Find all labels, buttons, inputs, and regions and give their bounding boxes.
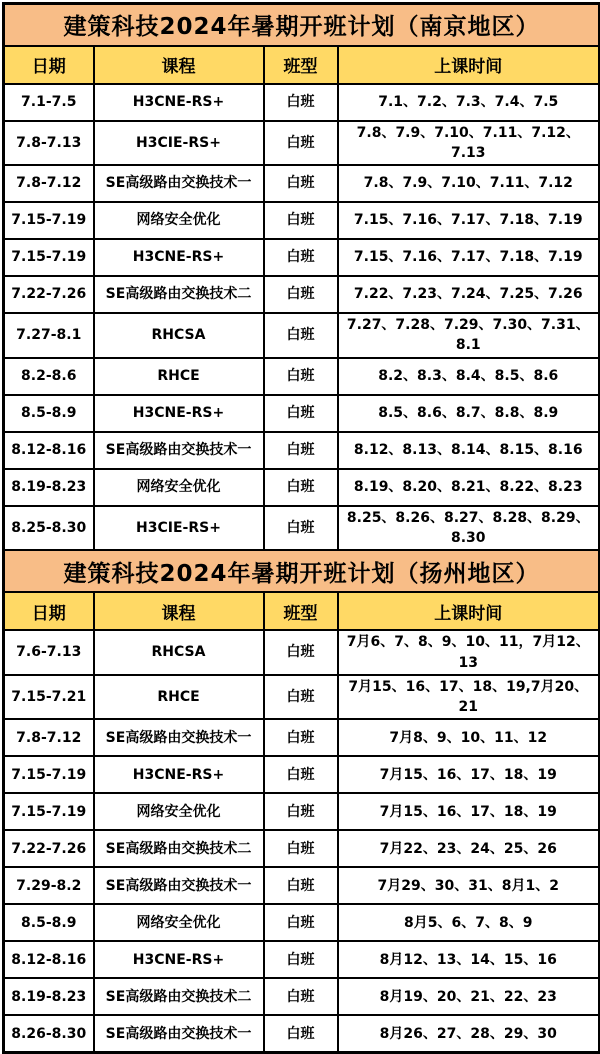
class-type-cell: 白班: [264, 84, 338, 121]
table-row: [4, 84, 600, 121]
section-title-row: [4, 4, 600, 46]
table-row: [4, 395, 600, 432]
course-cell: SE高级路由交换技术一: [94, 432, 264, 469]
table-row: [4, 719, 600, 756]
column-header-class-type: 班型: [264, 46, 338, 84]
class-type-cell: 白班: [264, 432, 338, 469]
class-type-cell: 白班: [264, 1015, 338, 1052]
class-type-cell: 白班: [264, 978, 338, 1015]
class-type-cell: 白班: [264, 719, 338, 756]
column-header-date: 日期: [4, 592, 94, 630]
section-title: 建策科技2024年暑期开班计划（南京地区）: [4, 4, 600, 46]
class-type-cell: 白班: [264, 469, 338, 506]
table-row: [4, 867, 600, 904]
course-cell: H3CNE-RS+: [94, 395, 264, 432]
class-type-cell: 白班: [264, 867, 338, 904]
table-row: [4, 1015, 600, 1052]
table-row: [4, 941, 600, 978]
class-type-cell: 白班: [264, 756, 338, 793]
date-cell: 7.6-7.13: [4, 630, 94, 675]
class-time-cell: 7月15、16、17、18、19: [338, 756, 600, 793]
table-row: [4, 793, 600, 830]
date-cell: 8.12-8.16: [4, 941, 94, 978]
course-cell: H3CNE-RS+: [94, 239, 264, 276]
class-type-cell: 白班: [264, 506, 338, 551]
column-header-course: 课程: [94, 46, 264, 84]
date-cell: 7.29-8.2: [4, 867, 94, 904]
date-cell: 7.15-7.19: [4, 239, 94, 276]
date-cell: 8.5-8.9: [4, 395, 94, 432]
class-schedule-table: [2, 2, 600, 1054]
date-cell: 8.25-8.30: [4, 506, 94, 551]
class-time-cell: 8月12、13、14、15、16: [338, 941, 600, 978]
class-time-cell: 8.19、8.20、8.21、8.22、8.23: [338, 469, 600, 506]
table-row: [4, 506, 600, 551]
class-type-cell: 白班: [264, 239, 338, 276]
date-cell: 7.22-7.26: [4, 276, 94, 313]
class-time-cell: 7.8、7.9、7.10、7.11、7.12: [338, 165, 600, 202]
date-cell: 7.8-7.12: [4, 165, 94, 202]
class-type-cell: 白班: [264, 395, 338, 432]
class-type-cell: 白班: [264, 675, 338, 720]
course-cell: H3CNE-RS+: [94, 84, 264, 121]
section-title: 建策科技2024年暑期开班计划（扬州地区）: [4, 550, 600, 592]
class-time-cell: 7月8、9、10、11、12: [338, 719, 600, 756]
course-cell: SE高级路由交换技术一: [94, 1015, 264, 1052]
class-type-cell: 白班: [264, 358, 338, 395]
class-time-cell: 7.8、7.9、7.10、7.11、7.12、7.13: [338, 121, 600, 166]
date-cell: 7.22-7.26: [4, 830, 94, 867]
class-time-cell: 8月5、6、7、8、9: [338, 904, 600, 941]
date-cell: 8.19-8.23: [4, 978, 94, 1015]
class-time-cell: 7月6、7、8、9、10、11，7月12、13: [338, 630, 600, 675]
class-type-cell: 白班: [264, 941, 338, 978]
class-time-cell: 8.2、8.3、8.4、8.5、8.6: [338, 358, 600, 395]
course-cell: 网络安全优化: [94, 904, 264, 941]
class-time-cell: 7.22、7.23、7.24、7.25、7.26: [338, 276, 600, 313]
class-time-cell: 8月26、27、28、29、30: [338, 1015, 600, 1052]
column-header-class-type: 班型: [264, 592, 338, 630]
table-row: [4, 313, 600, 358]
column-header-class-time: 上课时间: [338, 46, 600, 84]
table-row: [4, 830, 600, 867]
course-cell: SE高级路由交换技术二: [94, 830, 264, 867]
course-cell: H3CIE-RS+: [94, 121, 264, 166]
class-time-cell: 7月22、23、24、25、26: [338, 830, 600, 867]
course-cell: RHCSA: [94, 313, 264, 358]
date-cell: 8.26-8.30: [4, 1015, 94, 1052]
course-cell: H3CNE-RS+: [94, 756, 264, 793]
date-cell: 7.27-8.1: [4, 313, 94, 358]
class-time-cell: 8.5、8.6、8.7、8.8、8.9: [338, 395, 600, 432]
table-row: [4, 276, 600, 313]
date-cell: 7.8-7.13: [4, 121, 94, 166]
class-time-cell: 8.25、8.26、8.27、8.28、8.29、8.30: [338, 506, 600, 551]
table-row: [4, 756, 600, 793]
table-row: [4, 121, 600, 166]
course-cell: 网络安全优化: [94, 469, 264, 506]
course-cell: RHCE: [94, 675, 264, 720]
date-cell: 7.15-7.19: [4, 756, 94, 793]
course-cell: H3CIE-RS+: [94, 506, 264, 551]
date-cell: 7.8-7.12: [4, 719, 94, 756]
class-type-cell: 白班: [264, 165, 338, 202]
column-header-date: 日期: [4, 46, 94, 84]
course-cell: RHCSA: [94, 630, 264, 675]
class-type-cell: 白班: [264, 830, 338, 867]
date-cell: 7.15-7.19: [4, 202, 94, 239]
date-cell: 7.15-7.21: [4, 675, 94, 720]
class-type-cell: 白班: [264, 630, 338, 675]
class-type-cell: 白班: [264, 276, 338, 313]
course-cell: SE高级路由交换技术一: [94, 867, 264, 904]
class-type-cell: 白班: [264, 793, 338, 830]
column-header-row: [4, 592, 600, 630]
table-row: [4, 978, 600, 1015]
class-time-cell: 8月19、20、21、22、23: [338, 978, 600, 1015]
date-cell: 8.5-8.9: [4, 904, 94, 941]
date-cell: 7.1-7.5: [4, 84, 94, 121]
course-cell: SE高级路由交换技术一: [94, 719, 264, 756]
section-title-row: [4, 550, 600, 592]
class-time-cell: 7.27、7.28、7.29、7.30、7.31、8.1: [338, 313, 600, 358]
course-cell: SE高级路由交换技术一: [94, 165, 264, 202]
course-cell: H3CNE-RS+: [94, 941, 264, 978]
class-type-cell: 白班: [264, 313, 338, 358]
class-time-cell: 8.12、8.13、8.14、8.15、8.16: [338, 432, 600, 469]
table-row: [4, 432, 600, 469]
class-time-cell: 7月29、30、31、8月1、2: [338, 867, 600, 904]
table-row: [4, 202, 600, 239]
table-row: [4, 165, 600, 202]
class-type-cell: 白班: [264, 121, 338, 166]
date-cell: 8.12-8.16: [4, 432, 94, 469]
class-time-cell: 7.15、7.16、7.17、7.18、7.19: [338, 202, 600, 239]
date-cell: 7.15-7.19: [4, 793, 94, 830]
date-cell: 8.19-8.23: [4, 469, 94, 506]
course-cell: SE高级路由交换技术二: [94, 978, 264, 1015]
table-row: [4, 469, 600, 506]
date-cell: 8.2-8.6: [4, 358, 94, 395]
table-row: [4, 904, 600, 941]
class-time-cell: 7月15、16、17、18、19,7月20、21: [338, 675, 600, 720]
course-cell: 网络安全优化: [94, 202, 264, 239]
course-cell: SE高级路由交换技术二: [94, 276, 264, 313]
course-cell: RHCE: [94, 358, 264, 395]
table-row: [4, 239, 600, 276]
column-header-course: 课程: [94, 592, 264, 630]
class-type-cell: 白班: [264, 202, 338, 239]
class-time-cell: 7.15、7.16、7.17、7.18、7.19: [338, 239, 600, 276]
table-row: [4, 358, 600, 395]
column-header-row: [4, 46, 600, 84]
course-cell: 网络安全优化: [94, 793, 264, 830]
class-time-cell: 7月15、16、17、18、19: [338, 793, 600, 830]
table-row: [4, 630, 600, 675]
column-header-class-time: 上课时间: [338, 592, 600, 630]
class-time-cell: 7.1、7.2、7.3、7.4、7.5: [338, 84, 600, 121]
table-row: [4, 675, 600, 720]
class-type-cell: 白班: [264, 904, 338, 941]
